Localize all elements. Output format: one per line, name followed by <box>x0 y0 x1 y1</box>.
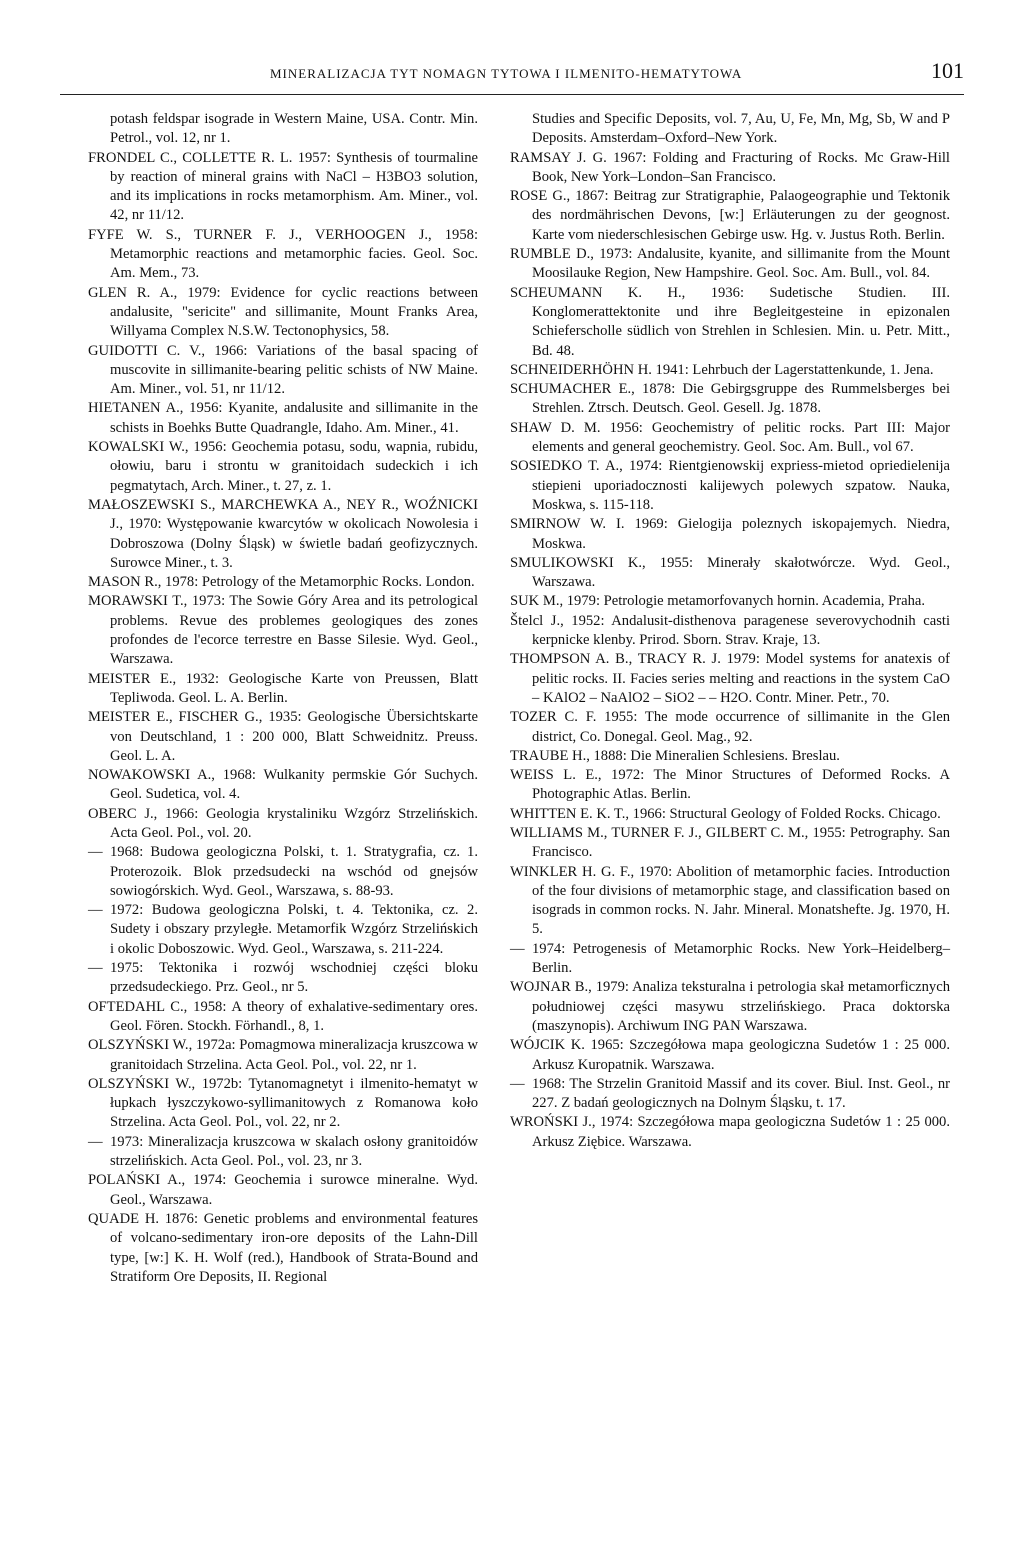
reference-entry: — 1968: The Strzelin Granitoid Massif and its cover. Biul. Inst. Geol., nr 227. Z badań geologicznych na Dolnym Śląsku, t. 17. <box>510 1075 950 1114</box>
reference-entry: OLSZYŃSKI W., 1972a: Pomagmowa mineralizacja kruszcowa w granitoidach Strzelina. Acta Geol. Pol., vol. 22, nr 1. <box>88 1037 478 1073</box>
reference-entry: TOZER C. F. 1955: The mode occurrence of sillimanite in the Glen district, Co. Donegal. Geol. Mag., 92. <box>510 709 950 745</box>
reference-continuation: Studies and Specific Deposits, vol. 7, Au, U, Fe, Mn, Mg, Sb, W and P Deposits. Amsterdam–Oxford–New York. <box>532 111 950 147</box>
reference-entry: QUADE H. 1876: Genetic problems and environmental features of volcano-sedimentary iron-ore deposits of the Lahn-Dill type, [w:] K. H. Wolf (red.), Handbook of Strata-Bound and Stratiform Ore Deposits, II. Regional <box>88 1210 478 1285</box>
reference-entry: SCHUMACHER E., 1878: Die Gebirgsgruppe des Rummelsberges bei Strehlen. Ztrsch. Deutsch. Geol. Gesell. Jg. 1878. <box>510 381 950 417</box>
reference-entry: SCHNEIDERHÖHN H. 1941: Lehrbuch der Lagerstattenkunde, 1. Jena. <box>510 361 934 378</box>
reference-entry: ROSE G., 1867: Beitrag zur Stratigraphie, Palaogeographie und Tektonik des nordmährischen Devons, [w:] Erläuterungen zu der geognost. Karte vom niederschlesischen Gebirge usw. Hg. v. Justus Roth. Berlin. <box>510 188 950 243</box>
reference-entry: SMIRNOW W. I. 1969: Gielogija poleznych iskopajemych. Niedra, Moskwa. <box>510 516 950 552</box>
reference-entry: GLEN R. A., 1979: Evidence for cyclic reactions between andalusite, "sericite" and sillimanite, Mount Franks Area, Willyama Complex N.S.W. Tectonophysics, 58. <box>88 284 478 340</box>
reference-entry: WINKLER H. G. F., 1970: Abolition of metamorphic facies. Introduction of the four divisions of metamorphic stage, and classification based on isograds in common rocks. N. Jahr. Mineral. Monatshefte. Jg. 1970, H. 5. <box>510 863 950 938</box>
reference-entry: TRAUBE H., 1888: Die Mineralien Schlesiens. Breslau. <box>510 747 840 764</box>
reference-entry: HIETANEN A., 1956: Kyanite, andalusite and sillimanite in the schists in Boehks Butte Quadrangle, Idaho. Am. Miner., 41. <box>88 400 478 436</box>
running-title: MINERALIZACJA TYT NOMAGN TYTOWA I ILMENITO-HEMATYTOWA <box>270 66 743 81</box>
reference-entry: FRONDEL C., COLLETTE R. L. 1957: Synthesis of tourmaline by reaction of mineral grains with NaCl – H3BO3 solution, and its implications in rocks metamorphism. Am. Miner., vol. 42, nr 11/12. <box>88 149 478 224</box>
reference-entry: — 1968: Budowa geologiczna Polski, t. 1. Stratygrafia, cz. 1. Proterozoik. Blok przedsudecki na wschód od gnejsów sowiogórskich. Wyd. Geol., Warszawa, s. 88-93. <box>88 843 478 901</box>
reference-entry: POLAŃSKI A., 1974: Geochemia i surowce mineralne. Wyd. Geol., Warszawa. <box>88 1172 478 1208</box>
reference-entry: OBERC J., 1966: Geologia krystaliniku Wzgórz Strzelińskich. Acta Geol. Pol., vol. 20. <box>88 805 478 841</box>
reference-entry: — 1974: Petrogenesis of Metamorphic Rocks. New York–Heidelberg–Berlin. <box>510 940 950 979</box>
reference-entry: WOJNAR B., 1979: Analiza teksturalna i petrologia skał metamorficznych południowej części masywu strzelińskiego. Praca doktorska (maszynopis). Archiwum ING PAN Warszawa. <box>510 979 950 1034</box>
reference-entry: SUK M., 1979: Petrologie metamorfovanych hornin. Academia, Praha. <box>510 593 926 610</box>
reference-entry: OFTEDAHL C., 1958: A theory of exhalative-sedimentary ores. Geol. Fören. Stockh. Förhandl., 8, 1. <box>88 998 478 1034</box>
reference-entry: OLSZYŃSKI W., 1972b: Tytanomagnetyt i ilmenito-hematyt w łupkach łyszczykowo-syllimanitowych z Romanowa koło Strzelina. Acta Geol. Pol., vol. 22, nr 2. <box>88 1075 478 1131</box>
reference-entry: MEISTER E., 1932: Geologische Karte von Preussen, Blatt Tepliwoda. Geol. L. A. Berlin. <box>88 670 478 706</box>
reference-entry: SMULIKOWSKI K., 1955: Minerały skałotwórcze. Wyd. Geol., Warszawa. <box>510 554 950 591</box>
reference-entry: — 1975: Tektonika i rozwój wschodniej części bloku przedsudeckiego. Prz. Geol., nr 5. <box>88 959 478 998</box>
reference-entry: MASON R., 1978: Petrology of the Metamorphic Rocks. London. <box>88 574 475 591</box>
references-right-column <box>510 110 950 1152</box>
reference-entry: GUIDOTTI C. V., 1966: Variations of the basal spacing of muscovite in sillimanite-bearing pelitic schists of NW Maine. Am. Miner., vol. 51, nr 11/12. <box>88 342 478 398</box>
reference-entry: WHITTEN E. K. T., 1966: Structural Geology of Folded Rocks. Chicago. <box>510 805 941 822</box>
page-number: 101 <box>931 58 964 83</box>
reference-entry: Štelcl J., 1952: Andalusit-disthenova paragenese severovychodnih casti kerpnicke klenby. Prirod. Sborn. Strav. Kraje, 13. <box>510 612 950 649</box>
reference-entry: SHAW D. M. 1956: Geochemistry of pelitic rocks. Part III: Major elements and general geochemistry. Geol. Soc. Am. Bull., vol 67. <box>510 419 950 456</box>
reference-entry: WEISS L. E., 1972: The Minor Structures of Deformed Rocks. A Photographic Atlas. Berlin. <box>510 767 950 803</box>
reference-entry: FYFE W. S., TURNER F. J., VERHOOGEN J., 1958: Metamorphic reactions and metamorphic facies. Geol. Soc. Am. Mem., 73. <box>88 226 478 282</box>
reference-entry: WROŃSKI J., 1974: Szczegółowa mapa geologiczna Sudetów 1 : 25 000. Arkusz Ziębice. Warszawa. <box>510 1114 950 1150</box>
reference-entry: MAŁOSZEWSKI S., MARCHEWKA A., NEY R., WOŹNICKI J., 1970: Występowanie kwarcytów w okolicach Nowolesia i Dobroszowa (Dolny Śląsk) w świetle badań geofizycznych. Surowce Miner., t. 3. <box>88 496 478 571</box>
reference-entry: MORAWSKI T., 1973: The Sowie Góry Area and its petrological problems. Revue des problemes geologiques des zones profondes de l'ecorce terrestre en Basse Silesie. Wyd. Geol., Warszawa. <box>88 593 478 668</box>
reference-entry: THOMPSON A. B., TRACY R. J. 1979: Model systems for anatexis of pelitic rocks. II. Facies series melting and reactions in the system CaO – KAlO2 – NaAlO2 – SiO2 – – H2O. Contr. Miner. Petr., 70. <box>510 651 950 706</box>
reference-entry: RAMSAY J. G. 1967: Folding and Fracturing of Rocks. Mc Graw-Hill Book, New York–London–San Francisco. <box>510 149 950 185</box>
reference-entry: MEISTER E., FISCHER G., 1935: Geologische Übersichtskarte von Deutschland, 1 : 200 000, Blatt Schweidnitz. Preuss. Geol. L. A. <box>88 709 478 764</box>
reference-entry: KOWALSKI W., 1956: Geochemia potasu, sodu, wapnia, rubidu, ołowiu, baru i strontu w granitoidach sudeckich i ich pegmatytach, Arch. Miner., t. 27, z. 1. <box>88 439 478 494</box>
page-header <box>60 58 964 95</box>
reference-entry: — 1972: Budowa geologiczna Polski, t. 4. Tektonika, cz. 2. Sudety i obszary przyległe. Metamorfik Wzgórz Strzelińskich i okolic Doboszowic. Wyd. Geol., Warszawa, s. 211-224. <box>88 901 478 959</box>
reference-entry: WILLIAMS M., TURNER F. J., GILBERT C. M., 1955: Petrography. San Francisco. <box>510 824 950 861</box>
reference-entry: NOWAKOWSKI A., 1968: Wulkanity permskie Gór Suchych. Geol. Sudetica, vol. 4. <box>88 767 478 803</box>
reference-entry: WÓJCIK K. 1965: Szczegółowa mapa geologiczna Sudetów 1 : 25 000. Arkusz Kuropatnik. Warszawa. <box>510 1037 950 1073</box>
reference-entry: SCHEUMANN K. H., 1936: Sudetische Studien. III. Konglomerattektonite und ihre Begleitgesteine in epizonalen Schieferscholle südlich von Strehlen in Schlesien. Min. u. Petr. Mitt., Bd. 48. <box>510 284 950 359</box>
reference-entry: RUMBLE D., 1973: Andalusite, kyanite, and sillimanite from the Mount Moosilauke Region, New Hampshire. Geol. Soc. Am. Bull., vol. 84. <box>510 246 950 282</box>
reference-continuation: potash feldspar isograde in Western Maine, USA. Contr. Min. Petrol., vol. 12, nr 1. <box>110 111 478 147</box>
reference-entry: SOSIEDKO T. A., 1974: Rientgienowskij expriess-mietod opriedielenija stiepieni uporiadocznosti kalijewych polewych szpatow. Nauka, Moskwa, s. 115-118. <box>510 458 950 513</box>
references-left-column <box>88 110 478 1287</box>
reference-entry: — 1973: Mineralizacja kruszcowa w skalach osłony granitoidów strzelińskich. Acta Geol. Pol., vol. 23, nr 3. <box>88 1133 478 1172</box>
